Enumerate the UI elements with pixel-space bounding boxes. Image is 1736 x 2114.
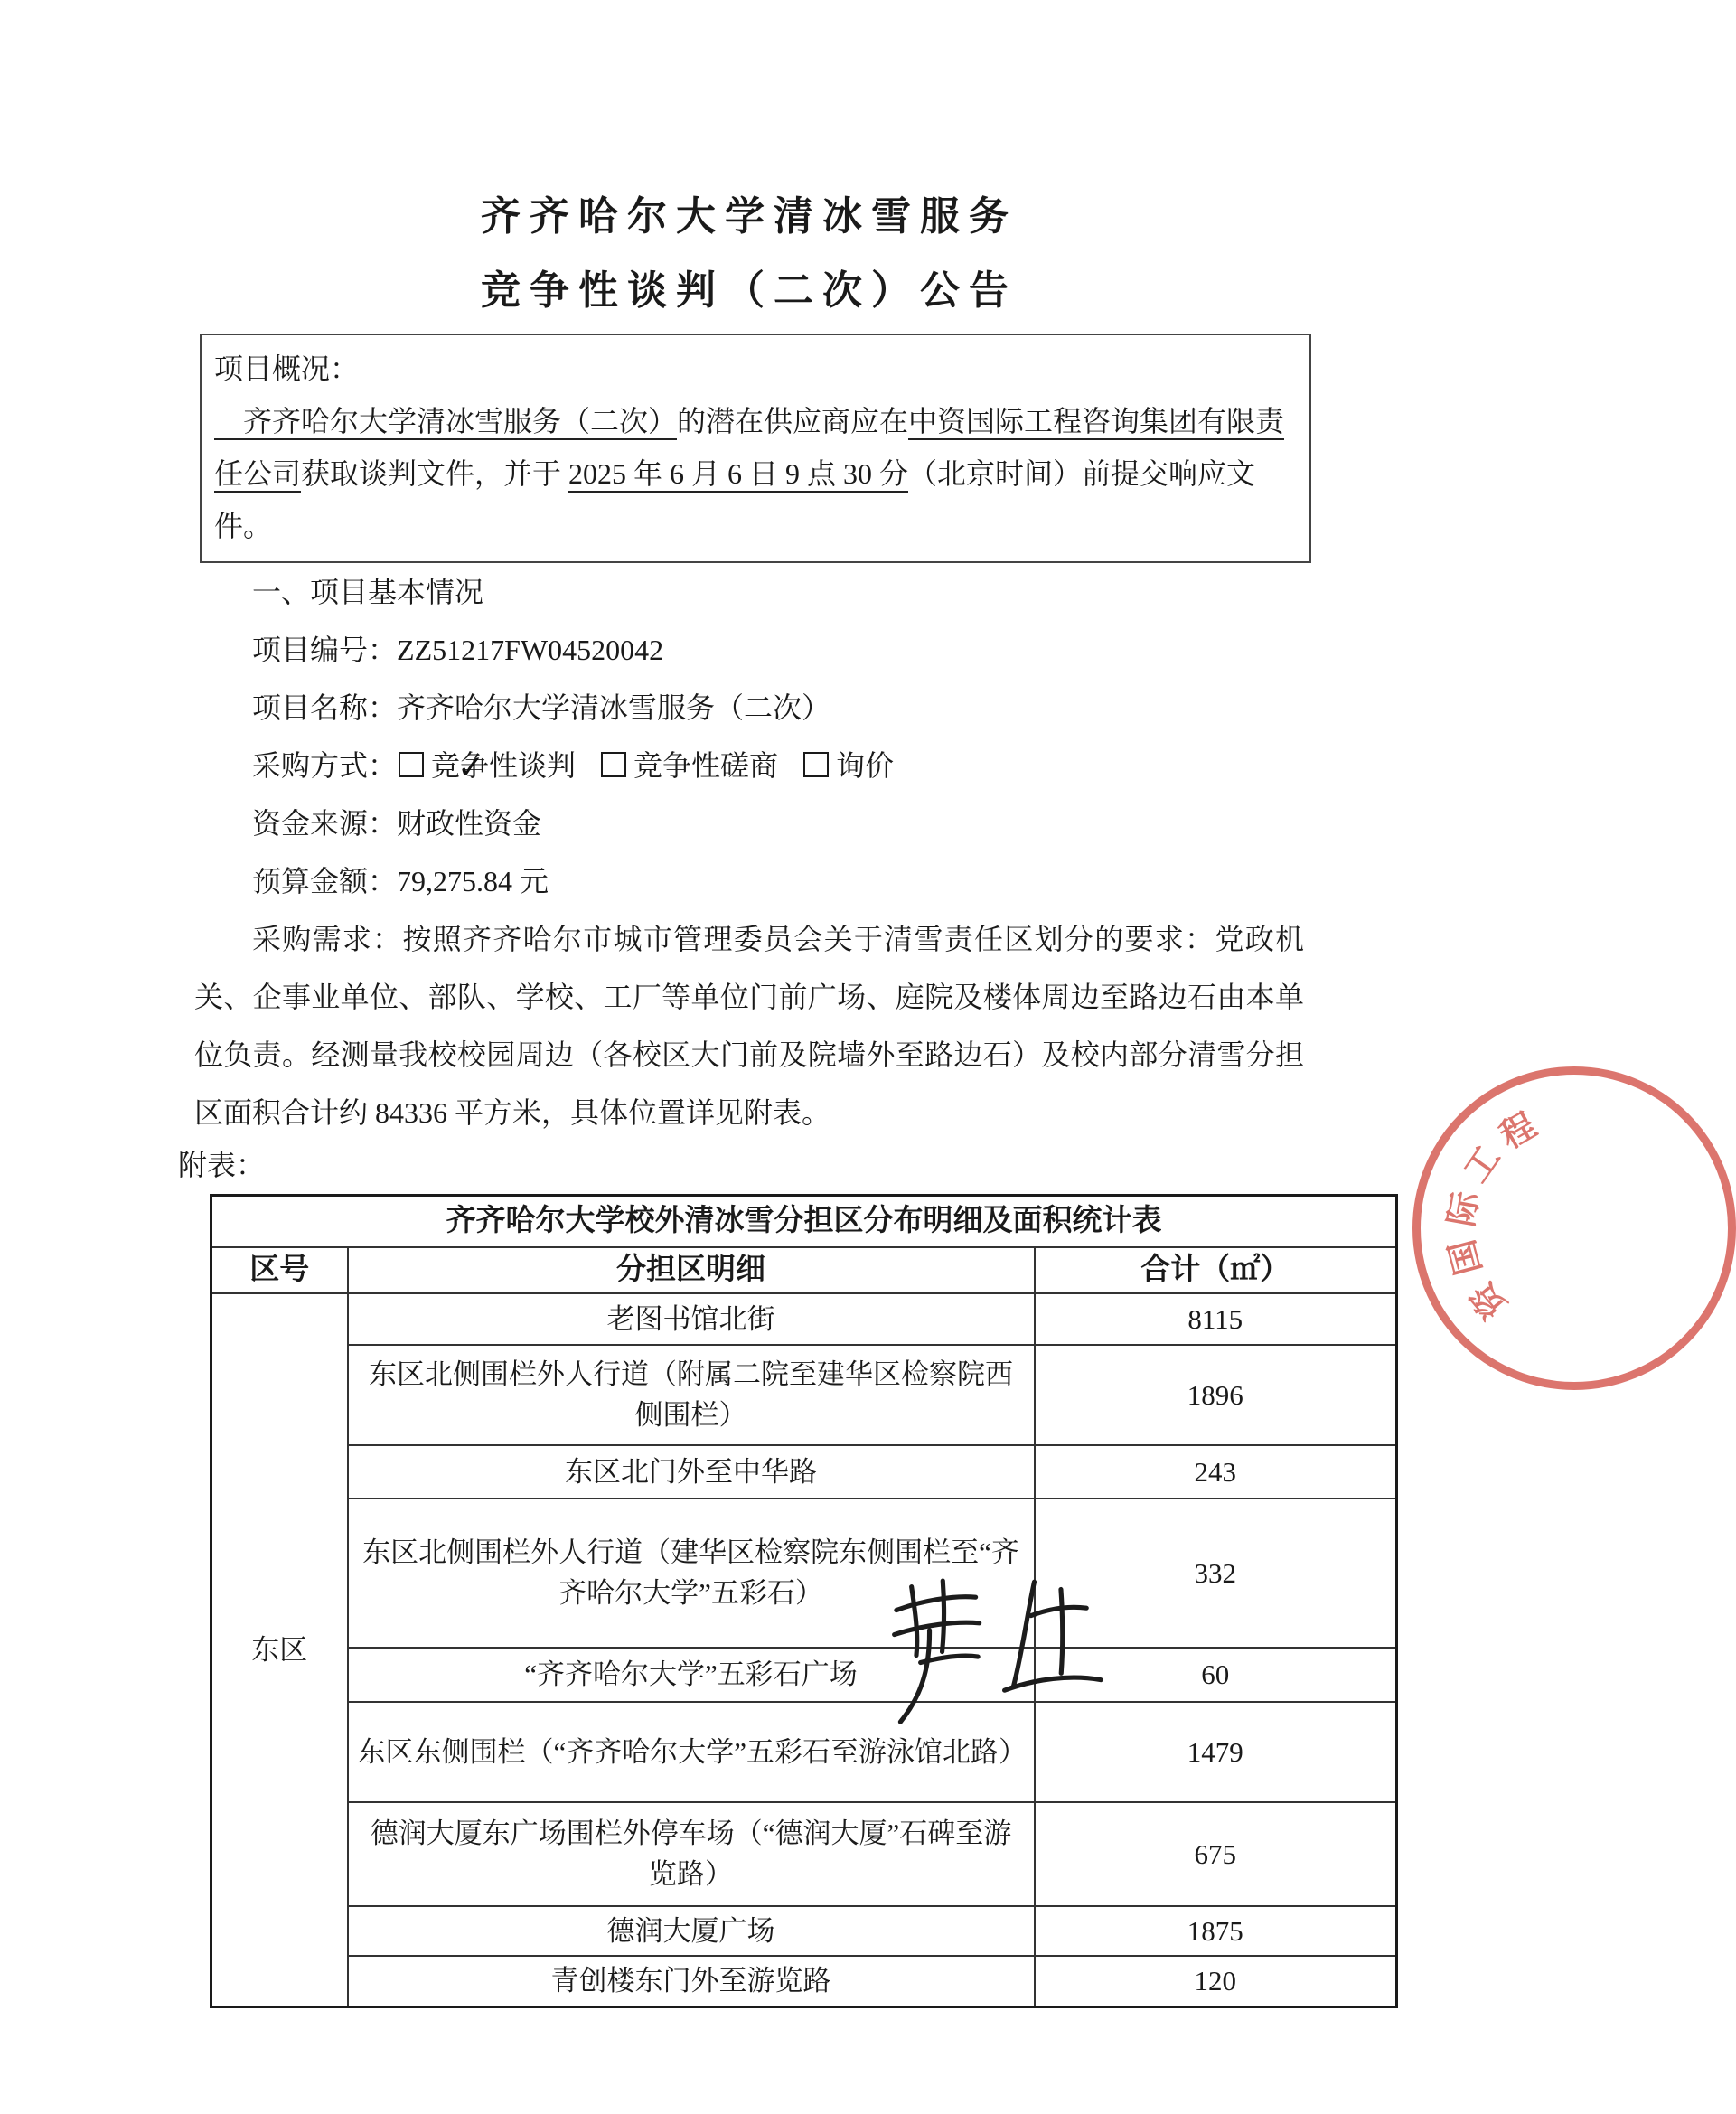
method-option-negotiation xyxy=(397,749,576,782)
table-row xyxy=(211,1293,1397,1345)
fund-source-line xyxy=(194,794,1304,852)
area-cell: 1875 xyxy=(1035,1906,1397,1956)
zone-table-wrap xyxy=(210,1194,1304,2008)
table-row xyxy=(211,1345,1397,1445)
overview-segment-text2: 获取谈判文件，并于 xyxy=(301,457,569,490)
fund-source-value: 财政性资金 xyxy=(397,807,542,840)
demand-paragraph: 采购需求：按照齐齐哈尔市城市管理委员会关于清雪责任区划分的要求：党政机关、企事业单位、部队、学校、工厂等单位门前广场、庭院及楼体周边至路边石由本单位负责。经测量我校校园周边（各校区大门前及院墙外至路边石）及校内部分清雪分担区面积合计约 84336 平方米，具体位置详见附表。 xyxy=(194,923,1304,1129)
detail-cell: 东区东侧围栏（“齐齐哈尔大学”五彩石至游泳馆北路） xyxy=(348,1702,1035,1802)
appendix-label: 附表： xyxy=(178,1149,266,1181)
zone-cell: 东区 xyxy=(211,1293,348,2007)
table-row xyxy=(211,1499,1397,1648)
overview-segment-text1: 的潜在供应商应在 xyxy=(677,405,909,437)
fund-source-label: 资金来源： xyxy=(252,807,398,840)
header-zone-detail: 分担区明细 xyxy=(348,1247,1035,1293)
overview-heading: 项目概况： xyxy=(214,352,360,385)
area-cell: 8115 xyxy=(1035,1293,1397,1345)
detail-cell: 东区北侧围栏外人行道（建华区检察院东侧围栏至“齐齐哈尔大学”五彩石） xyxy=(348,1499,1035,1648)
table-header-row xyxy=(211,1247,1397,1293)
budget-value: 79,275.84 元 xyxy=(397,865,549,897)
header-zone-total: 合计（㎡） xyxy=(1035,1247,1397,1293)
document-title-line1: 齐齐哈尔大学清冰雪服务 xyxy=(481,194,1018,239)
area-cell: 120 xyxy=(1035,1956,1397,2007)
overview-paragraph xyxy=(214,395,1297,552)
table-row xyxy=(211,1648,1397,1702)
detail-cell: 德润大厦广场 xyxy=(348,1906,1035,1956)
document-title-line2: 竞争性谈判（二次）公告 xyxy=(481,268,1018,313)
project-overview-box xyxy=(200,334,1311,563)
procurement-method-line xyxy=(194,737,1304,794)
snow-zone-table xyxy=(210,1194,1398,2008)
table-row xyxy=(211,1802,1397,1906)
signature-strokes xyxy=(881,1568,1107,1726)
detail-cell: 德润大厦东广场围栏外停车场（“德润大厦”石碑至游览路） xyxy=(348,1802,1035,1906)
seal-character: 程 xyxy=(1494,1106,1544,1157)
method-option-consultation-label: 竞争性磋商 xyxy=(633,749,779,782)
detail-cell: 东区北门外至中华路 xyxy=(348,1445,1035,1499)
header-zone-number: 区号 xyxy=(211,1247,348,1293)
project-number-value: ZZ51217FW04520042 xyxy=(397,634,664,666)
project-number-label: 项目编号： xyxy=(252,634,398,666)
area-cell: 243 xyxy=(1035,1445,1397,1499)
project-number-line xyxy=(194,621,1304,679)
table-row xyxy=(211,1702,1397,1802)
project-name-label: 项目名称： xyxy=(252,691,398,724)
seal-character: 工 xyxy=(1457,1139,1508,1190)
area-cell: 675 xyxy=(1035,1802,1397,1906)
table-row xyxy=(211,1906,1397,1956)
section-heading: 一、项目基本情况 xyxy=(252,576,484,608)
area-cell: 1896 xyxy=(1035,1345,1397,1445)
overview-segment-text3: （北京时间）前提交响应文件。 xyxy=(214,457,1256,542)
project-name-value: 齐齐哈尔大学清冰雪服务（二次） xyxy=(397,691,831,724)
project-name-line xyxy=(194,679,1304,737)
table-title: 齐齐哈尔大学校外清冰雪分担区分布明细及面积统计表 xyxy=(211,1196,1397,1247)
method-option-negotiation-label: 竞争性谈判 xyxy=(431,749,577,782)
area-cell: 332 xyxy=(1035,1499,1397,1648)
checked-checkbox-icon xyxy=(399,752,424,777)
method-option-inquiry xyxy=(802,749,894,782)
overview-segment-project: 齐齐哈尔大学清冰雪服务（二次） xyxy=(214,405,677,440)
overview-segment-agency: 中资国际工程咨询集团有限责任公司 xyxy=(214,405,1284,493)
detail-cell: “齐齐哈尔大学”五彩石广场 xyxy=(348,1648,1035,1702)
detail-cell: 东区北侧围栏外人行道（附属二院至建华区检察院西侧围栏） xyxy=(348,1345,1035,1445)
method-option-consultation xyxy=(599,749,778,782)
handwritten-signature xyxy=(881,1568,1107,1726)
table-row xyxy=(211,1956,1397,2007)
method-option-inquiry-label: 询价 xyxy=(836,749,895,782)
area-cell: 60 xyxy=(1035,1648,1397,1702)
seal-character: 资 xyxy=(1463,1274,1515,1326)
unchecked-checkbox-icon xyxy=(601,752,626,777)
unchecked-checkbox-icon xyxy=(803,752,829,777)
overview-segment-deadline: 2025 年 6 月 6 日 9 点 30 分 xyxy=(568,457,908,493)
company-seal-stamp xyxy=(1412,1066,1736,1390)
detail-cell: 青创楼东门外至游览路 xyxy=(348,1956,1035,2007)
budget-line xyxy=(194,852,1304,910)
detail-cell: 老图书馆北街 xyxy=(348,1293,1035,1345)
area-cell: 1479 xyxy=(1035,1702,1397,1802)
budget-label: 预算金额： xyxy=(252,865,398,897)
table-row xyxy=(211,1445,1397,1499)
table-title-row xyxy=(211,1196,1397,1247)
procurement-method-label: 采购方式： xyxy=(252,749,398,782)
seal-character: 国 xyxy=(1443,1236,1489,1279)
seal-character: 际 xyxy=(1442,1189,1487,1230)
